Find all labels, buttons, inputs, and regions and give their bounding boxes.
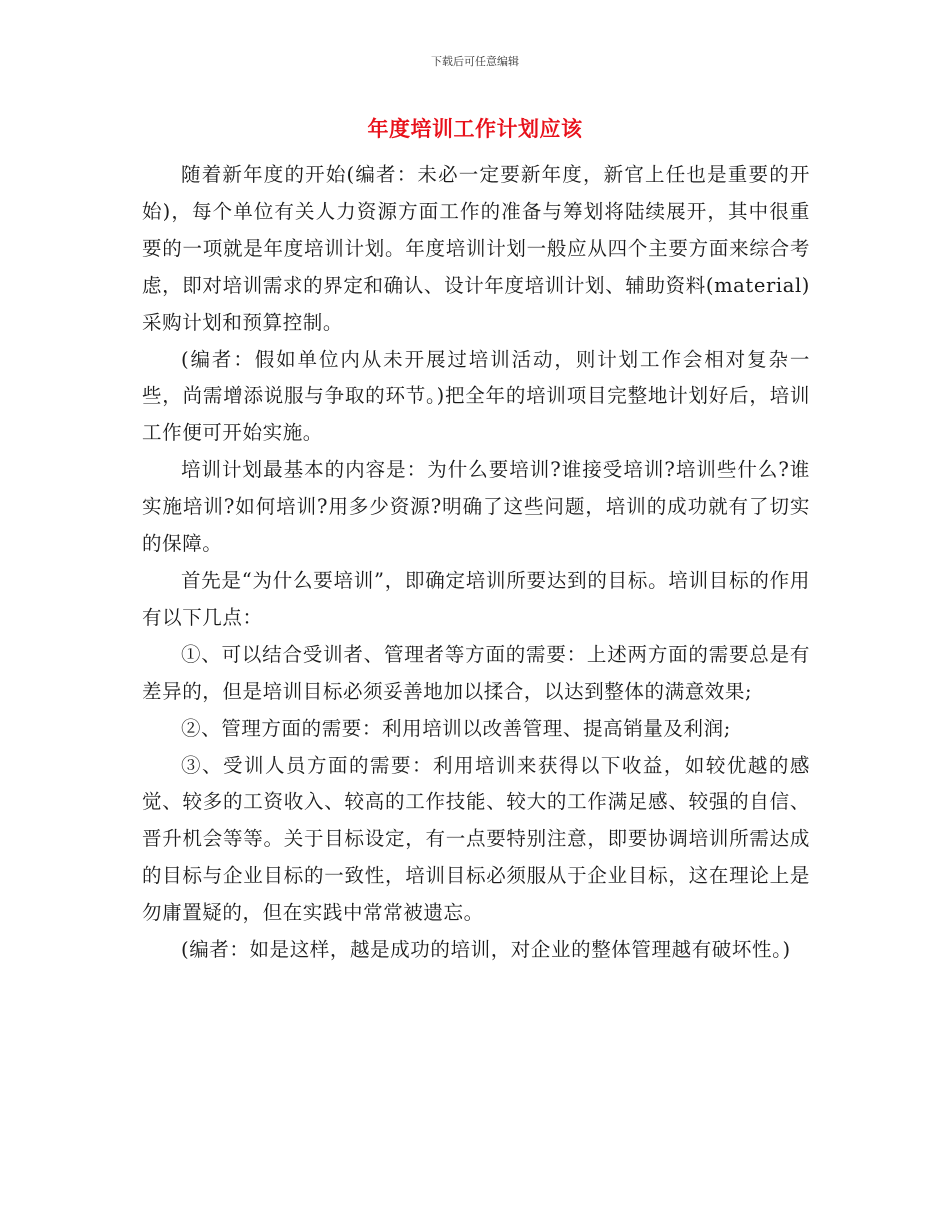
paragraph-plan-content: 培训计划最基本的内容是：为什么要培训?谁接受培训?培训些什么?谁实施培训?如何培训?用多少资源?明确了这些问题，培训的成功就有了切实的保障。: [142, 458, 810, 556]
paragraph-intro: 随着新年度的开始(编者：未必一定要新年度，新官上任也是重要的开始)，每个单位有关人力资源方面工作的准备与筹划将陆续展开，其中很重要的一项就是年度培训计划。年度培训计划一般应从四个主要方面来综合考虑，即对培训需求的界定和确认、设计年度培训计划、辅助资料(material)采购计划和预算控制。: [142, 163, 810, 334]
paragraph-editor-note-1: (编者：假如单位内从未开展过培训活动，则计划工作会相对复杂一些，尚需增添说服与争取的环节。)把全年的培训项目完整地计划好后，培训工作便可开始实施。: [142, 347, 810, 445]
paragraph-point-3: ③、受训人员方面的需要：利用培训来获得以下收益，如较优越的感觉、较多的工资收入、较高的工作技能、较大的工作满足感、较强的自信、晋升机会等等。关于目标设定，有一点要特别注意，即要协调培训所需达成的目标与企业目标的一致性，培训目标必须服从于企业目标，这在理论上是勿庸置疑的，但在实践中常常被遗忘。: [142, 753, 810, 925]
document-body: [142, 157, 810, 969]
paragraph-editor-note-2: (编者：如是这样，越是成功的培训，对企业的整体管理越有破坏性。): [181, 938, 791, 962]
page-header-note: 下载后可任意编辑: [431, 55, 519, 68]
document-title: 年度培训工作计划应该: [367, 117, 583, 141]
paragraph-point-2: ②、管理方面的需要：利用培训以改善管理、提高销量及利润;: [181, 716, 731, 740]
paragraph-why-train: 首先是“为什么要培训”，即确定培训所要达到的目标。培训目标的作用有以下几点：: [142, 568, 810, 629]
paragraph-point-1: ①、可以结合受训者、管理者等方面的需要：上述两方面的需要总是有差异的，但是培训目标必须妥善地加以揉合，以达到整体的满意效果;: [142, 642, 810, 703]
